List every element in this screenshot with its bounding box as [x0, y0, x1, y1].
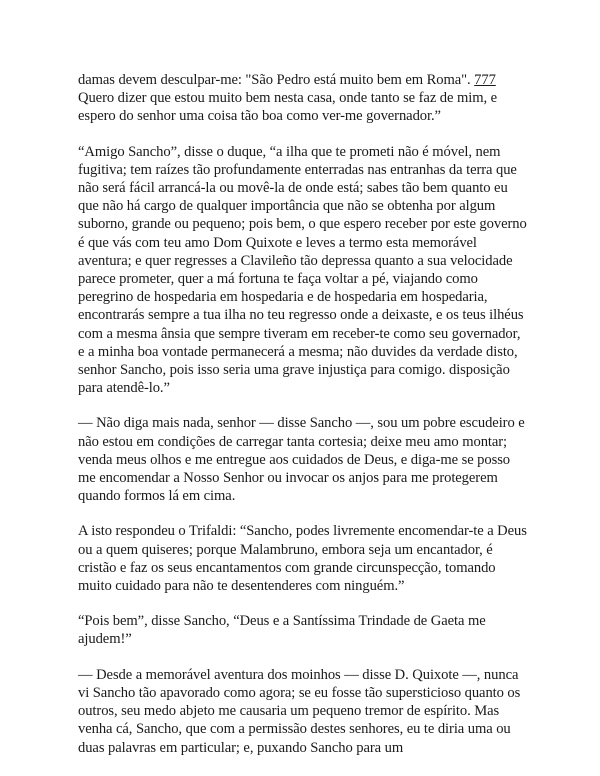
paragraph-1-text-after: Quero dizer que estou muito bem nesta casa, onde tanto se faz de mim, e espero do senhor uma coisa tão boa como ver-me governador.”	[78, 90, 498, 125]
paragraph-1-text-before: damas devem desculpar-me: "São Pedro está muito bem em Roma".	[78, 72, 475, 88]
paragraph-6: — Desde a memorável aventura dos moinhos — disse D. Quixote —, nunca vi Sancho tão apavorado como agora; se eu fosse tão supersticioso quanto os outros, seu medo abjeto me causaria um pequeno tremor de espírito. Mas venha cá, Sancho, que com a permissão destes senhores, eu te diria uma ou duas palavras em particular; e, puxando Sancho para um	[78, 666, 521, 756]
paragraph-5: “Pois bem”, disse Sancho, “Deus e a Santíssima Trindade de Gaeta me ajudem!”	[78, 613, 486, 648]
document-page	[78, 71, 528, 774]
paragraph-4: A isto respondeu o Trifaldi: “Sancho, podes livremente encomendar-te a Deus ou a quem quiseres; porque Malambruno, embora seja um encantador, é cristão e faz os seus encantamentos com grande circunspecção, tomando muito cuidado para não te desentenderes com ninguém.”	[78, 523, 527, 595]
paragraph-3: — Não diga mais nada, senhor — disse Sancho —, sou um pobre escudeiro e não estou em condições de carregar tanta cortesia; deixe meu amo montar; venda meus olhos e me entregue aos cuidados de Deus, e diga-me se posso me encomendar a Nosso Senhor ou invocar os anjos para me protegerem quando formos lá em cima.	[78, 415, 525, 505]
paragraph-2: “Amigo Sancho”, disse o duque, “a ilha que te prometi não é móvel, nem fugitiva; tem raízes tão profundamente enterradas nas entranhas da terra que não será fácil arrancá-la ou movê-la de onde está; sabes tão bem quanto eu que não há cargo de qualquer importância que não se obtenha por algum suborno, grande ou pequeno; pois bem, o que espero receber por este governo é que vás com teu amo Dom Quixote e leves a termo esta memorável aventura; e quer regresses a Clavileño tão depressa quanto a sua velocidade parece prometer, quer a má fortuna te faça voltar a pé, viajando como peregrino de hospedaria em hospedaria e de hospedaria em hospedaria, encontrarás sempre a tua ilha no teu regresso onde a deixaste, e os teus ilhéus com a mesma ânsia que sempre tiveram em receber-te como seu governador, e a minha boa vontade permanecerá a mesma; não duvides da verdade disto, senhor Sancho, pois isso seria uma grave injustiça para comigo. disposição para atendê-lo.”	[78, 143, 527, 397]
footnote-link[interactable]: 777	[474, 72, 496, 88]
paragraph-1	[78, 71, 528, 126]
